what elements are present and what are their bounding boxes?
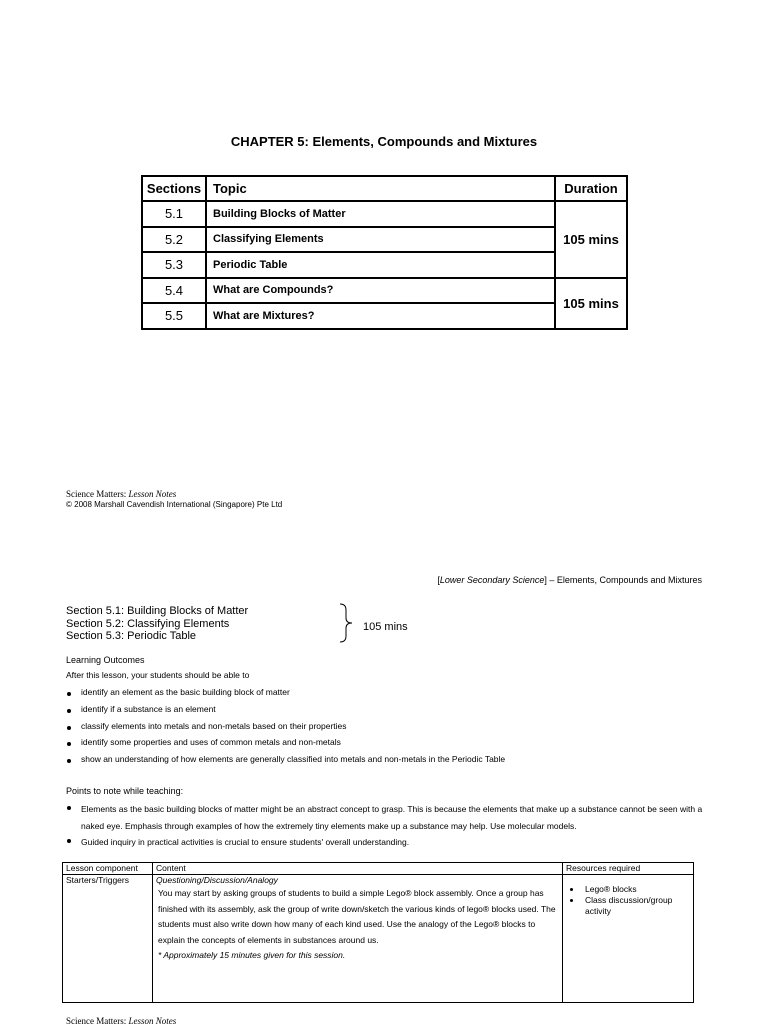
section-topic: Building Blocks of Matter [206, 201, 555, 227]
section-number: 5.5 [142, 303, 206, 329]
table-row [142, 278, 627, 304]
header-chapter: ] – Elements, Compounds and Mixtures [544, 575, 702, 585]
sections-table [141, 175, 628, 330]
learning-outcomes-intro: After this lesson, your students should be able to [66, 670, 250, 680]
points-to-note-list [66, 801, 706, 851]
header-book-title: Lower Secondary Science [439, 575, 545, 585]
table-row [142, 303, 627, 329]
lesson-content-cell [153, 875, 563, 1003]
list-item: Elements as the basic building blocks of matter might be an abstract concept to grasp. This is because the elements that make up a substance cannot be seen with a naked eye. Emphasis through examples of how the extremely tiny elements make up a substance may help. Use molecular models. [66, 801, 706, 834]
section-topic: Classifying Elements [206, 227, 555, 253]
header-content: Content [153, 863, 563, 875]
header-topic: Topic [206, 176, 555, 201]
footer-series: Science Matters [66, 489, 124, 499]
footer-series: Science Matters [66, 1016, 124, 1026]
section-list-item: Section 5.1: Building Blocks of Matter [66, 605, 249, 617]
list-item: Guided inquiry in practical activities is crucial to ensure students' overall understanding. [66, 834, 706, 851]
header-lesson-component: Lesson component [63, 863, 153, 875]
section-list-item: Section 5.2: Classifying Elements [66, 617, 230, 630]
table-row [142, 201, 627, 227]
section-number: 5.2 [142, 227, 206, 253]
curly-brace-icon [336, 602, 360, 644]
duration-cell: 105 mins [555, 278, 627, 329]
page-footer-copyright: © 2008 Marshall Cavendish International (Singapore) Pte Ltd [66, 500, 283, 509]
footer-subtitle: Lesson Notes [128, 489, 177, 499]
section-topic: Periodic Table [206, 252, 555, 278]
page-footer-title-bottom [66, 1016, 176, 1026]
points-to-note-title: Points to note while teaching: [66, 786, 184, 796]
list-item: identify if a substance is an element [66, 704, 505, 721]
lesson-table [62, 862, 694, 1003]
lesson-component-cell: Starters/Triggers [63, 875, 153, 1003]
table-row [142, 227, 627, 253]
duration-cell: 105 mins [555, 201, 627, 278]
list-item: Lego® blocks [566, 884, 690, 895]
table-row [142, 252, 627, 278]
table-row [63, 875, 694, 1003]
resources-cell [563, 875, 694, 1003]
section-topic: What are Compounds? [206, 278, 555, 304]
sections-table-header [142, 176, 627, 201]
list-item: classify elements into metals and non-metals based on their properties [66, 721, 505, 738]
section-list [66, 605, 248, 643]
content-body: You may start by asking groups of students to build a simple Lego® block assembly. Once a group has finished with its assembly, ask the group of write down/sketch the various kinds of lego® blocks used. The students must also write down how many of each kind used. Use the analogy of the Lego® blocks to explain the concepts of elements in substances around us. [158, 888, 556, 945]
list-item: Class discussion/group activity [566, 895, 690, 917]
footer-separator: : [123, 489, 129, 499]
header-bracket: [ [437, 575, 440, 585]
resources-list [566, 884, 690, 917]
header-sections: Sections [142, 176, 206, 201]
header-duration: Duration [555, 176, 627, 201]
lesson-table-header [63, 863, 694, 875]
chapter-title: CHAPTER 5: Elements, Compounds and Mixtures [230, 134, 538, 149]
list-item: identify an element as the basic building block of matter [66, 687, 505, 704]
section-number: 5.3 [142, 252, 206, 278]
footer-separator: : [123, 1016, 129, 1026]
section-list-duration: 105 mins [363, 621, 408, 633]
section-number: 5.1 [142, 201, 206, 227]
section-list-item: Section 5.3: Periodic Table [66, 630, 197, 642]
page-header [437, 575, 702, 585]
footer-subtitle: Lesson Notes [128, 1016, 177, 1026]
section-topic: What are Mixtures? [206, 303, 555, 329]
content-note: * Approximately 15 minutes given for this session. [158, 950, 346, 960]
content-heading: Questioning/Discussion/Analogy [156, 875, 278, 885]
learning-outcomes-list [66, 687, 505, 771]
section-number: 5.4 [142, 278, 206, 304]
learning-outcomes-title: Learning Outcomes [66, 655, 145, 665]
header-resources: Resources required [563, 863, 694, 875]
page-footer-title [66, 489, 176, 499]
list-item: identify some properties and uses of common metals and non-metals [66, 737, 505, 754]
list-item: show an understanding of how elements are generally classified into metals and non-metals in the Periodic Table [66, 754, 505, 771]
